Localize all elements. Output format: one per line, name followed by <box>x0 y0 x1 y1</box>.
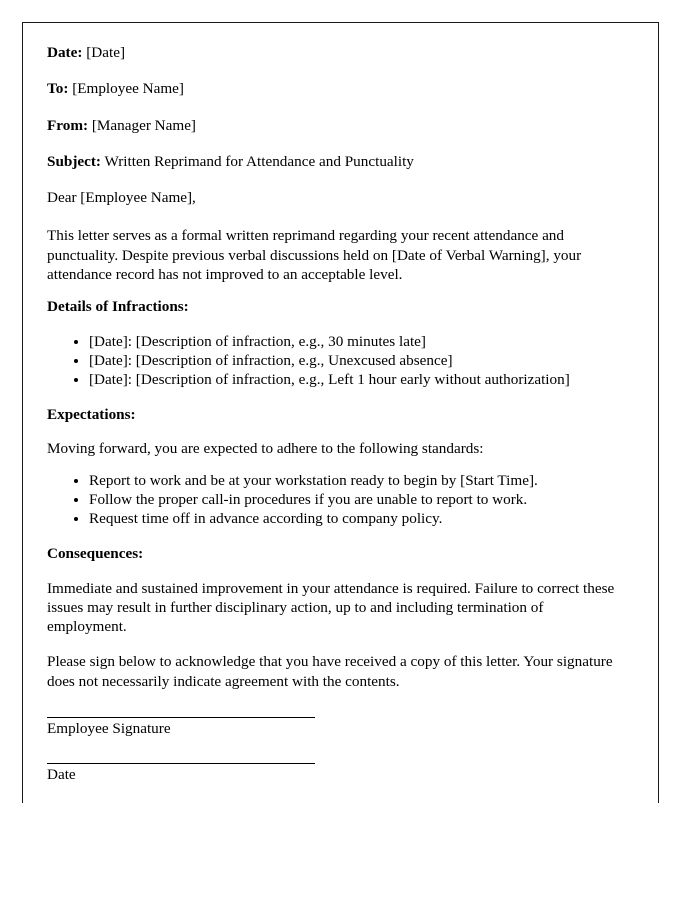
date-signature-line[interactable] <box>47 763 315 764</box>
employee-signature-line[interactable] <box>47 717 315 718</box>
header-line-to <box>47 79 615 98</box>
consequences-heading: Consequences: <box>47 545 144 563</box>
header-value-to: [Employee Name] <box>68 80 184 98</box>
header-value-date: [Date] <box>82 44 126 61</box>
signature-block <box>47 717 615 785</box>
list-item: • Report to work and be at your workstation ready to begin by [Start Time]. <box>89 471 615 490</box>
expectations-heading: Expectations: <box>47 405 136 423</box>
expectations-intro: Moving forward, you are expected to adhere to the following standards: <box>47 439 484 457</box>
employee-signature-group <box>47 717 615 738</box>
expectations-list <box>47 471 615 528</box>
header-line-subject <box>47 152 615 171</box>
infractions-list <box>47 332 615 389</box>
acknowledgement-paragraph: Please sign below to acknowledge that you have received a copy of this letter. Your signature does not necessarily indicate agreement with the contents. <box>47 653 613 690</box>
list-item: • [Date]: [Description of infraction, e.g., Unexcused absence] <box>89 351 615 370</box>
list-item: • Follow the proper call-in procedures if you are unable to report to work. <box>89 490 615 509</box>
consequences-paragraph: Immediate and sustained improvement in your attendance is required. Failure to correct these issues may result in further disciplinary action, up to and including termination of employment. <box>47 579 615 636</box>
header-value-from: [Manager Name] <box>88 116 196 134</box>
document-body <box>47 43 615 810</box>
header-value-subject: Written Reprimand for Attendance and Punctuality <box>101 152 414 170</box>
date-signature-caption: Date <box>47 766 76 784</box>
infractions-heading: Details of Infractions: <box>47 298 189 316</box>
list-item: • [Date]: [Description of infraction, e.g., Left 1 hour early without authorization] <box>89 370 615 389</box>
header-label-date: Date: <box>47 44 83 61</box>
list-item: • [Date]: [Description of infraction, e.g., 30 minutes late] <box>89 332 615 351</box>
date-signature-group <box>47 763 615 784</box>
header-line-from <box>47 116 615 135</box>
document-page <box>22 22 659 803</box>
header-label-to: To: <box>47 80 69 98</box>
greeting-line: Dear [Employee Name], <box>47 189 196 207</box>
intro-paragraph: This letter serves as a formal written reprimand regarding your recent attendance and punctuality. Despite previous verbal discussions held on [Date of Verbal Warning], your attendance record has not improved to an acceptable level. <box>47 227 582 284</box>
employee-signature-caption: Employee Signature <box>47 720 171 738</box>
list-item: • Request time off in advance according to company policy. <box>89 509 615 528</box>
header-label-subject: Subject: <box>47 152 101 170</box>
header-line-date <box>47 43 615 62</box>
header-label-from: From: <box>47 116 89 134</box>
letter-header <box>47 43 615 171</box>
